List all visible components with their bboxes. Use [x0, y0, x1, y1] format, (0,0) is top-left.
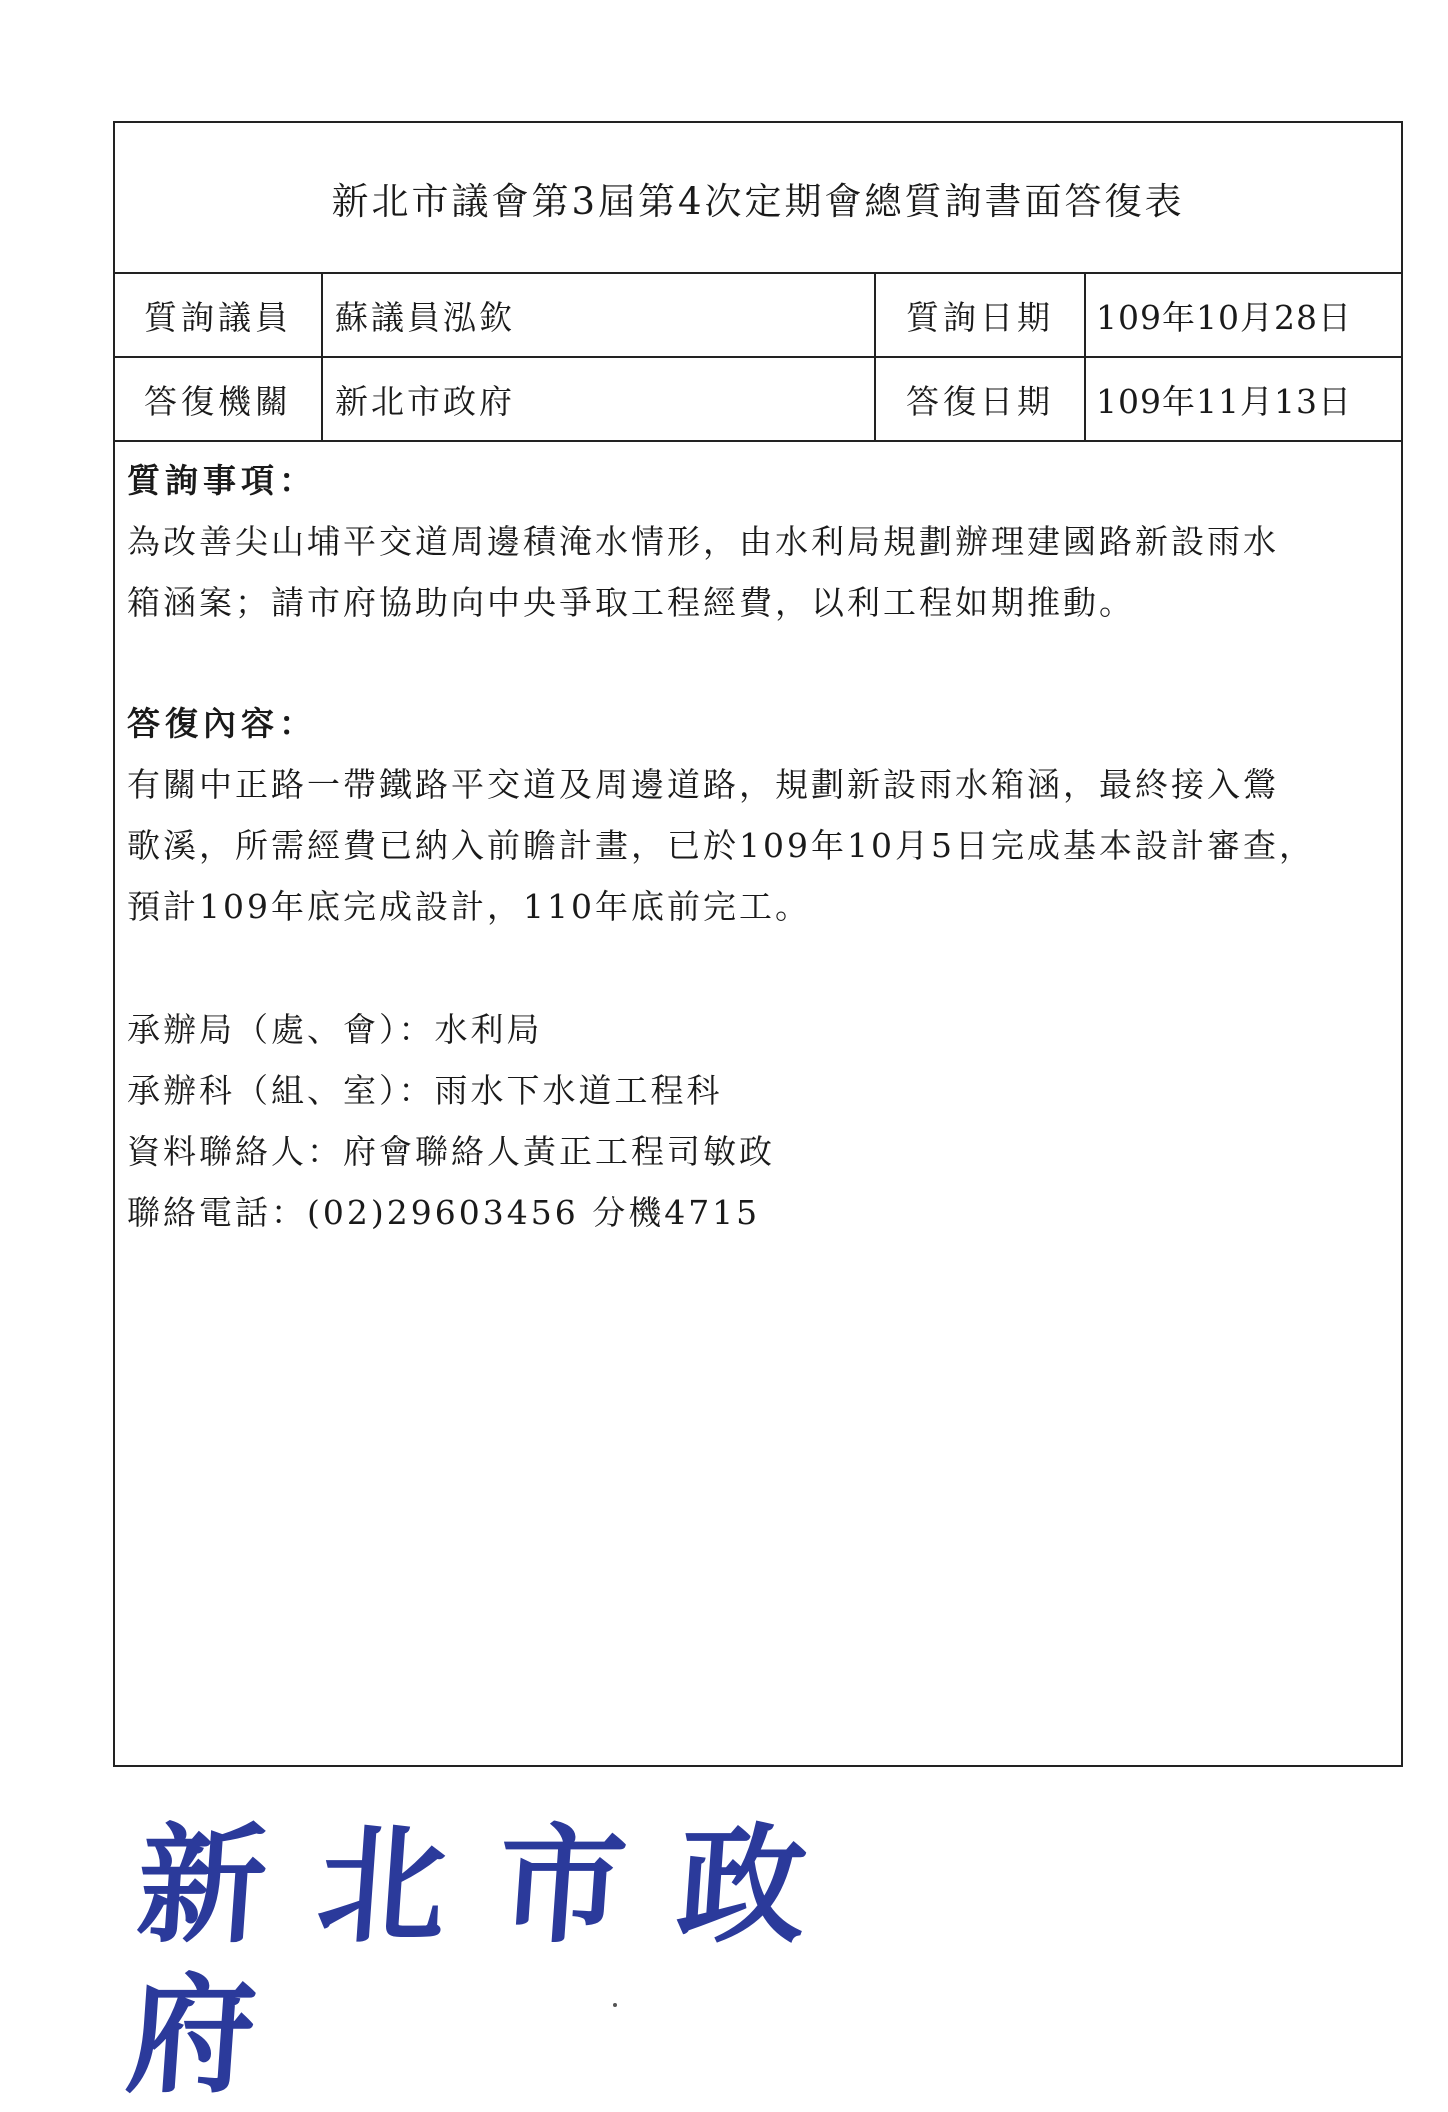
inquiry-line: 箱涵案；請市府協助向中央爭取工程經費，以利工程如期推動。: [127, 583, 1135, 622]
government-stamp: 新北市政府: [122, 1812, 864, 2111]
handling-section: 承辦科（組、室）：雨水下水道工程科: [127, 1071, 723, 1110]
reply-line: 預計109年底完成設計，110年底前完工。: [127, 887, 811, 926]
info-row-agency: [115, 358, 1401, 442]
reply-heading: 答復內容：: [127, 704, 317, 743]
contact-section: [127, 999, 1397, 1243]
councilor-label: 質詢議員: [115, 274, 323, 356]
inquiry-date-value: 109年10月28日: [1096, 297, 1352, 337]
reply-section: [127, 693, 1397, 937]
handling-bureau: 承辦局（處、會）：水利局: [127, 1010, 543, 1049]
inquiry-section: [127, 450, 1397, 633]
agency-value: 新北市政府: [323, 358, 876, 440]
councilor-value: 蘇議員泓欽: [323, 274, 876, 356]
reply-line: 有關中正路一帶鐵路平交道及周邊道路，規劃新設雨水箱涵，最終接入鶯: [127, 765, 1279, 804]
form-title: 新北市議會第3屆第4次定期會總質詢書面答復表: [115, 123, 1401, 274]
reply-date-label: 答復日期: [876, 358, 1086, 440]
reply-form: [113, 121, 1403, 1767]
inquiry-date-label: 質詢日期: [876, 274, 1086, 356]
info-row-councilor: [115, 274, 1401, 358]
scan-speck: [613, 2003, 617, 2007]
inquiry-line: 為改善尖山埔平交道周邊積淹水情形，由水利局規劃辦理建國路新設雨水: [127, 522, 1279, 561]
contact-person: 資料聯絡人：府會聯絡人黃正工程司敏政: [127, 1132, 775, 1171]
reply-line: 歌溪，所需經費已納入前瞻計畫，已於109年10月5日完成基本設計審查，: [127, 826, 1315, 865]
agency-label: 答復機關: [115, 358, 323, 440]
reply-date-value: 109年11月13日: [1096, 381, 1352, 421]
contact-phone: 聯絡電話：(02)29603456 分機4715: [127, 1193, 761, 1232]
inquiry-heading: 質詢事項：: [127, 461, 317, 500]
